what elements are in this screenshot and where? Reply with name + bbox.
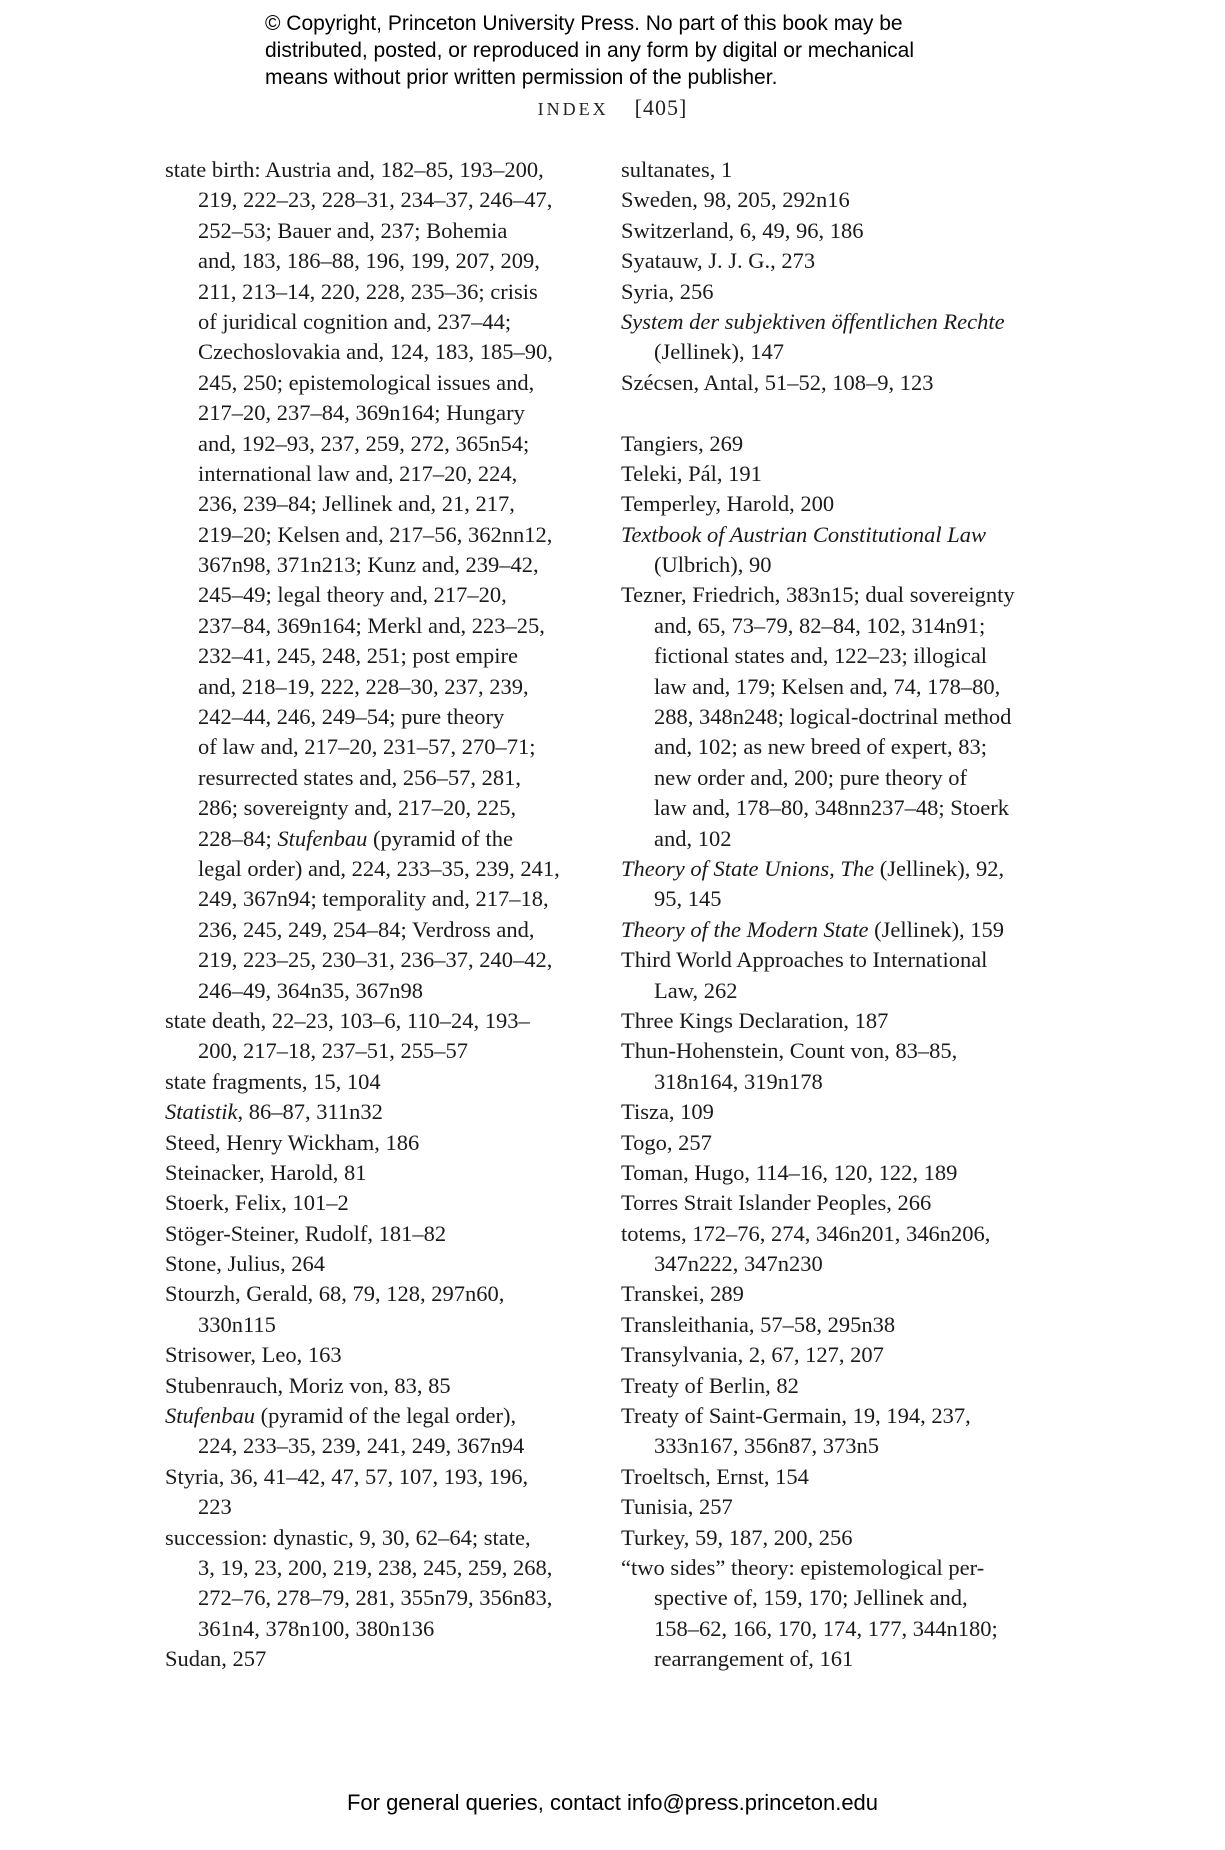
index-entry-continuation bbox=[165, 824, 585, 854]
entry-text: 330n115 bbox=[198, 1311, 276, 1337]
entry-text: Treaty of Berlin, 82 bbox=[621, 1372, 799, 1398]
entry-text: Tisza, 109 bbox=[621, 1099, 714, 1125]
index-entry bbox=[621, 1036, 1061, 1066]
index-entry-continuation bbox=[165, 732, 585, 762]
index-entry-continuation bbox=[165, 672, 585, 702]
index-entry-continuation bbox=[165, 915, 585, 945]
entry-text: Tunisia, 257 bbox=[621, 1494, 733, 1520]
index-entry bbox=[621, 1462, 1061, 1492]
index-column-right bbox=[621, 155, 1061, 1675]
entry-text: 347n222, 347n230 bbox=[654, 1251, 823, 1277]
entry-text: and, 192–93, 237, 259, 272, 365n54; bbox=[198, 430, 530, 456]
entry-text: , 86–87, 311n32 bbox=[237, 1099, 383, 1125]
entry-text: and, 218–19, 222, 228–30, 237, 239, bbox=[198, 673, 529, 699]
entry-text: Third World Approaches to International bbox=[621, 947, 988, 973]
entry-text: 228–84; bbox=[198, 825, 278, 851]
entry-text: 158–62, 166, 170, 174, 177, 344n180; bbox=[654, 1615, 998, 1641]
entry-text: sultanates, 1 bbox=[621, 157, 733, 182]
entry-text: 286; sovereignty and, 217–20, 225, bbox=[198, 795, 517, 821]
index-entry-continuation bbox=[621, 641, 1061, 671]
index-entry-continuation bbox=[165, 1036, 585, 1066]
index-entry bbox=[165, 1401, 585, 1431]
index-entry-continuation bbox=[621, 793, 1061, 823]
index-entry bbox=[165, 1097, 585, 1127]
copyright-notice bbox=[265, 10, 1025, 91]
entry-text: Czechoslovakia and, 124, 183, 185–90, bbox=[198, 339, 553, 365]
index-entry bbox=[621, 1340, 1061, 1370]
entry-text: (Jellinek), 147 bbox=[654, 339, 784, 365]
entry-text: 249, 367n94; temporality and, 217–18, bbox=[198, 886, 549, 912]
index-entry-continuation bbox=[621, 824, 1061, 854]
index-entry-continuation bbox=[621, 1249, 1061, 1279]
entry-text: Sweden, 98, 205, 292n16 bbox=[621, 187, 850, 213]
index-entry-continuation bbox=[165, 884, 585, 914]
italic-title: Stufenbau bbox=[165, 1403, 255, 1429]
index-entry bbox=[621, 854, 1061, 884]
index-entry-continuation bbox=[621, 1583, 1061, 1613]
index-entry bbox=[621, 216, 1061, 246]
entry-text: 252–53; Bauer and, 237; Bohemia bbox=[198, 217, 508, 243]
index-entry bbox=[165, 1158, 585, 1188]
entry-text: Szécsen, Antal, 51–52, 108–9, 123 bbox=[621, 369, 934, 395]
italic-title: System der subjektiven öffentlichen Rechte bbox=[621, 308, 1005, 334]
entry-text: 3, 19, 23, 200, 219, 238, 245, 259, 268, bbox=[198, 1554, 553, 1580]
index-entry bbox=[165, 155, 585, 185]
index-entry-continuation bbox=[165, 793, 585, 823]
entry-text: Stone, Julius, 264 bbox=[165, 1251, 326, 1277]
entry-text: Stoerk, Felix, 101–2 bbox=[165, 1190, 349, 1216]
index-entry-continuation bbox=[165, 277, 585, 307]
index-entry bbox=[621, 277, 1061, 307]
italic-title: Statistik bbox=[165, 1099, 238, 1125]
index-entry bbox=[621, 1553, 1061, 1583]
index-entry bbox=[621, 1310, 1061, 1340]
entry-text: 367n98, 371n213; Kunz and, 239–42, bbox=[198, 552, 539, 578]
index-entry-continuation bbox=[165, 216, 585, 246]
index-entry-continuation bbox=[165, 307, 585, 337]
index-entry bbox=[165, 1006, 585, 1036]
index-entry bbox=[621, 185, 1061, 215]
entry-text: 318n164, 319n178 bbox=[654, 1068, 823, 1094]
entry-text: Steinacker, Harold, 81 bbox=[165, 1159, 367, 1185]
index-entry-continuation bbox=[165, 580, 585, 610]
index-entry-continuation bbox=[165, 550, 585, 580]
entry-text: Three Kings Declaration, 187 bbox=[621, 1007, 889, 1033]
entry-text: legal order) and, 224, 233–35, 239, 241, bbox=[198, 855, 560, 881]
entry-text: 223 bbox=[198, 1494, 232, 1520]
index-entry bbox=[165, 1462, 585, 1492]
index-entry-continuation bbox=[165, 429, 585, 459]
footer-contact: For general queries, contact info@press.princeton.edu bbox=[346, 1790, 879, 1815]
index-column-left bbox=[165, 155, 585, 1675]
entry-text: 245–49; legal theory and, 217–20, bbox=[198, 582, 507, 608]
index-entry bbox=[621, 489, 1061, 519]
page-number: [405] bbox=[634, 95, 688, 120]
entry-text: state birth: Austria and, 182–85, 193–200, bbox=[165, 157, 544, 182]
index-entry-continuation bbox=[165, 1583, 585, 1613]
entry-text: Stöger-Steiner, Rudolf, 181–82 bbox=[165, 1220, 447, 1246]
entry-text: 288, 348n248; logical-doctrinal method bbox=[654, 704, 1012, 730]
entry-text: resurrected states and, 256–57, 281, bbox=[198, 764, 522, 790]
entry-text: 245, 250; epistemological issues and, bbox=[198, 369, 535, 395]
entry-text: 333n167, 356n87, 373n5 bbox=[654, 1433, 879, 1459]
entry-text: Torres Strait Islander Peoples, 266 bbox=[621, 1190, 932, 1216]
entry-text: 272–76, 278–79, 281, 355n79, 356n83, bbox=[198, 1585, 553, 1611]
index-entry bbox=[621, 945, 1061, 975]
entry-text: 219–20; Kelsen and, 217–56, 362nn12, bbox=[198, 521, 553, 547]
index-entry bbox=[621, 368, 1061, 398]
entry-text: state death, 22–23, 103–6, 110–24, 193– bbox=[165, 1007, 530, 1033]
index-entry bbox=[621, 1128, 1061, 1158]
entry-text: Strisower, Leo, 163 bbox=[165, 1342, 342, 1368]
index-entry bbox=[165, 1067, 585, 1097]
entry-text: 95, 145 bbox=[654, 886, 722, 912]
index-entry bbox=[165, 1644, 585, 1674]
index-entry bbox=[621, 1006, 1061, 1036]
index-entry-continuation bbox=[165, 398, 585, 428]
entry-text: Transkei, 289 bbox=[621, 1281, 744, 1307]
entry-text: Styria, 36, 41–42, 47, 57, 107, 193, 196, bbox=[165, 1463, 529, 1489]
entry-text: 236, 245, 249, 254–84; Verdross and, bbox=[198, 916, 535, 942]
entry-text: Syatauw, J. J. G., 273 bbox=[621, 248, 816, 274]
entry-text: Tangiers, 269 bbox=[621, 430, 744, 456]
italic-title: Stufenbau bbox=[277, 825, 368, 851]
index-entry bbox=[621, 1219, 1061, 1249]
entry-text: 224, 233–35, 239, 241, 249, 367n94 bbox=[198, 1433, 525, 1459]
entry-text: Tezner, Friedrich, 383n15; dual sovereignty bbox=[621, 582, 1015, 608]
entry-text: (Jellinek), 92, bbox=[874, 855, 1005, 881]
entry-text: Stourzh, Gerald, 68, 79, 128, 297n60, bbox=[165, 1281, 505, 1307]
index-entry-continuation bbox=[165, 185, 585, 215]
entry-text: spective of, 159, 170; Jellinek and, bbox=[654, 1585, 968, 1611]
index-entry bbox=[165, 1219, 585, 1249]
index-entry-continuation bbox=[165, 945, 585, 975]
entry-text: 232–41, 245, 248, 251; post empire bbox=[198, 643, 518, 669]
index-entry bbox=[165, 1128, 585, 1158]
index-entry-continuation bbox=[621, 702, 1061, 732]
index-entry bbox=[165, 1340, 585, 1370]
index-entry bbox=[621, 1188, 1061, 1218]
index-entry-continuation bbox=[621, 1614, 1061, 1644]
index-entry bbox=[621, 580, 1061, 610]
copyright-line: means without prior written permission of the publisher. bbox=[265, 66, 778, 89]
entry-text: Temperley, Harold, 200 bbox=[621, 491, 835, 517]
entry-text: (pyramid of the bbox=[367, 825, 513, 851]
entry-text: Sudan, 257 bbox=[165, 1646, 267, 1672]
index-entry bbox=[621, 155, 1061, 185]
index-entry-continuation bbox=[621, 763, 1061, 793]
index-entry-continuation bbox=[165, 763, 585, 793]
index-entry-continuation bbox=[621, 884, 1061, 914]
entry-text: Syria, 256 bbox=[621, 278, 714, 304]
entry-text: 242–44, 246, 249–54; pure theory bbox=[198, 704, 505, 730]
index-entry-continuation bbox=[165, 459, 585, 489]
entry-text: “two sides” theory: epistemological per- bbox=[621, 1554, 985, 1580]
index-entry-continuation bbox=[165, 611, 585, 641]
index-entry-continuation bbox=[165, 854, 585, 884]
index-entry-continuation bbox=[165, 1614, 585, 1644]
italic-title: Theory of State Unions, The bbox=[621, 855, 875, 881]
entry-text: of juridical cognition and, 237–44; bbox=[198, 308, 512, 334]
index-entry bbox=[621, 429, 1061, 459]
index-entry bbox=[165, 1249, 585, 1279]
index-entry bbox=[621, 520, 1061, 550]
entry-text: succession: dynastic, 9, 30, 62–64; state, bbox=[165, 1524, 531, 1550]
index-entry-continuation bbox=[621, 550, 1061, 580]
entry-text: (Jellinek), 159 bbox=[868, 916, 1005, 942]
index-entry-continuation bbox=[165, 1431, 585, 1461]
index-entry-continuation bbox=[165, 1310, 585, 1340]
index-entry bbox=[621, 1401, 1061, 1431]
index-entry-continuation bbox=[621, 1644, 1061, 1674]
entry-text: and, 183, 186–88, 196, 199, 207, 209, bbox=[198, 248, 540, 274]
entry-text: 219, 223–25, 230–31, 236–37, 240–42, bbox=[198, 947, 553, 973]
entry-text: and, 65, 73–79, 82–84, 102, 314n91; bbox=[654, 612, 986, 638]
entry-text: Law, 262 bbox=[654, 977, 738, 1003]
entry-text: new order and, 200; pure theory of bbox=[654, 764, 968, 790]
entry-text: Steed, Henry Wickham, 186 bbox=[165, 1129, 420, 1155]
index-entry bbox=[621, 1279, 1061, 1309]
index-entry bbox=[621, 1158, 1061, 1188]
entry-text: and, 102 bbox=[654, 825, 732, 851]
index-entry-continuation bbox=[165, 976, 585, 1006]
entry-text: rearrangement of, 161 bbox=[654, 1646, 854, 1672]
index-entry-continuation bbox=[165, 489, 585, 519]
entry-text: Switzerland, 6, 49, 96, 186 bbox=[621, 217, 864, 243]
entry-text: fictional states and, 122–23; illogical bbox=[654, 643, 988, 669]
italic-title: Textbook of Austrian Constitutional Law bbox=[621, 521, 987, 547]
entry-text: law and, 179; Kelsen and, 74, 178–80, bbox=[654, 673, 1001, 699]
index-entry-continuation bbox=[165, 246, 585, 276]
entry-text: (Ulbrich), 90 bbox=[654, 552, 772, 578]
entry-text: Transleithania, 57–58, 295n38 bbox=[621, 1311, 896, 1337]
entry-text: Stubenrauch, Moriz von, 83, 85 bbox=[165, 1372, 451, 1398]
index-entry bbox=[621, 1371, 1061, 1401]
entry-text: Transylvania, 2, 67, 127, 207 bbox=[621, 1342, 884, 1368]
index-entry-continuation bbox=[165, 368, 585, 398]
index-entry-continuation bbox=[621, 976, 1061, 1006]
entry-text: 246–49, 364n35, 367n98 bbox=[198, 977, 423, 1003]
index-entry bbox=[621, 915, 1061, 945]
entry-text: and, 102; as new breed of expert, 83; bbox=[654, 734, 988, 760]
index-entry bbox=[165, 1371, 585, 1401]
copyright-line: © Copyright, Princeton University Press. No part of this book may be bbox=[265, 12, 903, 35]
index-entry-continuation bbox=[165, 520, 585, 550]
index-entry-continuation bbox=[621, 1431, 1061, 1461]
entry-text: state fragments, 15, 104 bbox=[165, 1068, 381, 1094]
entry-text: totems, 172–76, 274, 346n201, 346n206, bbox=[621, 1220, 991, 1246]
index-entry-continuation bbox=[621, 611, 1061, 641]
entry-text: 237–84, 369n164; Merkl and, 223–25, bbox=[198, 612, 545, 638]
index-entry bbox=[621, 307, 1061, 337]
entry-text: Togo, 257 bbox=[621, 1129, 712, 1155]
entry-text: Treaty of Saint-Germain, 19, 194, 237, bbox=[621, 1403, 971, 1429]
index-entry-continuation bbox=[621, 732, 1061, 762]
entry-text: 200, 217–18, 237–51, 255–57 bbox=[198, 1038, 468, 1064]
index-entry bbox=[621, 1523, 1061, 1553]
index-entry-continuation bbox=[621, 337, 1061, 367]
index-entry bbox=[165, 1523, 585, 1553]
copyright-line: distributed, posted, or reproduced in any form by digital or mechanical bbox=[265, 39, 915, 62]
entry-text: 211, 213–14, 220, 228, 235–36; crisis bbox=[198, 278, 538, 304]
index-entry bbox=[621, 1097, 1061, 1127]
index-entry-continuation bbox=[621, 672, 1061, 702]
entry-text: of law and, 217–20, 231–57, 270–71; bbox=[198, 734, 536, 760]
entry-text: Thun-Hohenstein, Count von, 83–85, bbox=[621, 1038, 958, 1064]
entry-text: Turkey, 59, 187, 200, 256 bbox=[621, 1524, 853, 1550]
index-entry-continuation bbox=[165, 337, 585, 367]
index-entry bbox=[621, 1492, 1061, 1522]
entry-text: Toman, Hugo, 114–16, 120, 122, 189 bbox=[621, 1159, 958, 1185]
index-entry-continuation bbox=[165, 702, 585, 732]
index-entry-continuation bbox=[165, 1492, 585, 1522]
entry-text: law and, 178–80, 348nn237–48; Stoerk bbox=[654, 795, 1009, 821]
index-entry-continuation bbox=[621, 1067, 1061, 1097]
entry-text: 219, 222–23, 228–31, 234–37, 246–47, bbox=[198, 187, 553, 213]
index-entry bbox=[165, 1188, 585, 1218]
italic-title: Theory of the Modern State bbox=[621, 916, 869, 942]
index-entry bbox=[621, 459, 1061, 489]
index-entry-continuation bbox=[165, 641, 585, 671]
index-entry-continuation bbox=[165, 1553, 585, 1583]
running-head-title: INDEX bbox=[537, 99, 609, 119]
letter-section-gap bbox=[621, 398, 1061, 428]
running-head bbox=[0, 95, 1225, 121]
index-entry bbox=[165, 1279, 585, 1309]
entry-text: Troeltsch, Ernst, 154 bbox=[621, 1463, 809, 1489]
entry-text: international law and, 217–20, 224, bbox=[198, 460, 518, 486]
entry-text: (pyramid of the legal order), bbox=[255, 1403, 517, 1429]
index-entry bbox=[621, 246, 1061, 276]
entry-text: 236, 239–84; Jellinek and, 21, 217, bbox=[198, 491, 515, 517]
entry-text: 361n4, 378n100, 380n136 bbox=[198, 1615, 435, 1641]
entry-text: Teleki, Pál, 191 bbox=[621, 460, 762, 486]
entry-text: 217–20, 237–84, 369n164; Hungary bbox=[198, 400, 525, 426]
